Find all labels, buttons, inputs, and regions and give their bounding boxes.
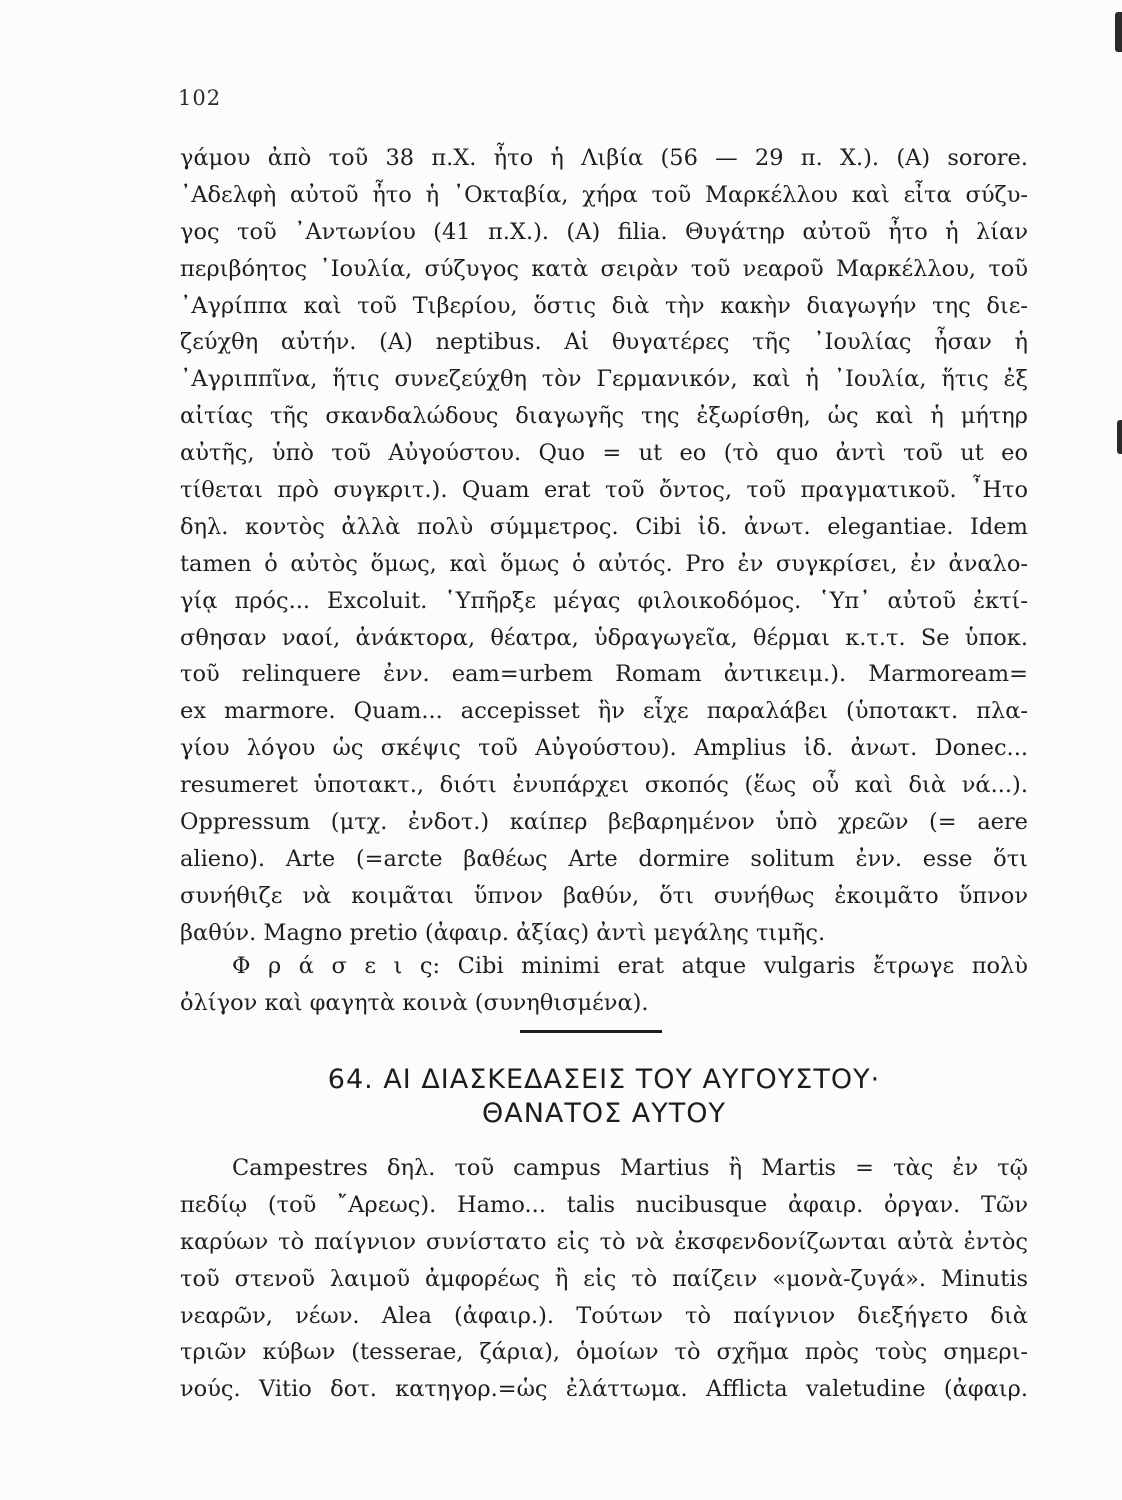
text-line: πεδίῳ (τοῦ ῎Αρεως). Hamo... talis nucibusque ἀφαιρ. ὀργαν. Τῶν: [180, 1191, 1028, 1218]
text-line: resumeret ὑποτακτ., διότι ἐνυπάρχει σκοπός (ἕως οὗ καὶ διὰ νά...).: [180, 772, 1028, 799]
text-line: γίᾳ πρός... Excoluit. ῾Υπῆρξε μέγας φιλοικοδόμος. ῾Υπ᾿ αὐτοῦ ἐκτί-: [180, 587, 1028, 614]
text-line: τριῶν κύβων (tesserae, ζάρια), ὁμοίων τὸ σχῆμα πρὸς τοὺς σημερι-: [180, 1339, 1028, 1366]
text-line: σθησαν ναοί, ἀνάκτορα, θέατρα, ὑδραγωγεῖα, θέρμαι κ.τ.τ. Se ὑποκ.: [180, 624, 1028, 651]
text-line: τοῦ relinquere ἐνν. eam=urbem Romam ἀντικειμ.). Marmoream=: [180, 661, 1028, 688]
text-line: γίου λόγου ὡς σκέψις τοῦ Αὐγούστου). Amplius ἰδ. ἀνωτ. Donec...: [180, 735, 1028, 762]
page-edge-mark: [1115, 12, 1122, 52]
text-line: καρύων τὸ παίγνιον συνίστατο εἰς τὸ νὰ ἐκσφενδονίζωνται αὐτὰ ἐντὸς: [180, 1228, 1028, 1255]
text-line: γος τοῦ ᾿Αντωνίου (41 π.Χ.). (A) filia. Θυγάτηρ αὐτοῦ ἦτο ἡ λίαν: [180, 218, 1028, 245]
text-line: alieno). Arte (=arcte βαθέως Arte dormire solitum ἐνν. esse ὅτι: [180, 845, 1028, 872]
section-divider: [520, 1030, 662, 1033]
text-line: νούς. Vitio δοτ. κατηγορ.=ὡς ἐλάττωμα. Afflicta valetudine (ἀφαιρ.: [180, 1376, 1028, 1403]
section-text: [180, 1150, 1028, 1408]
commentary-text: [180, 140, 1028, 952]
phrases-paragraph: [180, 948, 1028, 1022]
text-line: Oppressum (μτχ. ἐνδοτ.) καίπερ βεβαρημένον ὑπὸ χρεῶν (= aere: [180, 809, 1028, 836]
text-line: ᾿Αγρίππα καὶ τοῦ Τιβερίου, ὅστις διὰ τὴν κακὴν διαγωγήν της διε-: [180, 292, 1028, 319]
text-line: ζεύχθη αὐτήν. (A) neptibus. Αἱ θυγατέρες τῆς ᾿Ιουλίας ἦσαν ἡ: [180, 329, 1028, 356]
text-line: τοῦ στενοῦ λαιμοῦ ἀμφορέως ἢ εἰς τὸ παίζειν «μονὰ-ζυγά». Minutis: [180, 1265, 1028, 1292]
page-edge-mark: [1117, 420, 1122, 454]
text-line: αὐτῆς, ὑπὸ τοῦ Αὐγούστου. Quo = ut eo (τὸ quo ἀντὶ τοῦ ut eo: [180, 440, 1028, 467]
section-subheading: ΘΑΝΑΤΟΣ ΑΥΤΟΥ: [482, 1098, 726, 1129]
text-line: ᾿Αγριππῖνα, ἥτις συνεζεύχθη τὸν Γερμανικόν, καὶ ἡ ᾿Ιουλία, ἥτις ἐξ: [180, 366, 1028, 393]
text-line: Campestres δηλ. τοῦ campus Martius ἢ Martis = τὰς ἐν τῷ: [232, 1155, 1028, 1181]
phrases-line: Φ ρ ά σ ε ι ς: Cibi minimi erat atque vulgaris ἔτρωγε πολὺ: [232, 953, 1028, 979]
text-line: περιβόητος ᾿Ιουλία, σύζυγος κατὰ σειρὰν τοῦ νεαροῦ Μαρκέλλου, τοῦ: [180, 255, 1028, 282]
text-line: γάμου ἀπὸ τοῦ 38 π.Χ. ἦτο ἡ Λιβία (56 — 29 π. Χ.). (A) sorore.: [180, 145, 1028, 171]
text-line: τίθεται πρὸ συγκριτ.). Quam erat τοῦ ὄντος, τοῦ πραγματικοῦ. ῏Ητο: [180, 477, 1028, 504]
page-number: 102: [178, 86, 222, 110]
section-heading: 64. ΑΙ ΔΙΑΣΚΕΔΑΣΕΙΣ ΤΟΥ ΑΥΓΟΥΣΤΟΥ·: [327, 1064, 881, 1095]
phrases-line: ὀλίγον καὶ φαγητὰ κοινὰ (συνηθισμένα).: [180, 989, 649, 1016]
text-line: tamen ὁ αὐτὸς ὅμως, καὶ ὅμως ὁ αὐτός. Pro ἐν συγκρίσει, ἐν ἀναλο-: [180, 550, 1028, 577]
text-line: ᾿Αδελφὴ αὐτοῦ ἦτο ἡ ᾿Οκταβία, χήρα τοῦ Μαρκέλλου καὶ εἶτα σύζυ-: [180, 181, 1028, 208]
text-line: δηλ. κοντὸς ἀλλὰ πολὺ σύμμετρος. Cibi ἰδ. ἀνωτ. elegantiae. Idem: [180, 513, 1028, 540]
text-line: νεαρῶν, νέων. Alea (ἀφαιρ.). Τούτων τὸ παίγνιον διεξήγετο διὰ: [180, 1302, 1028, 1329]
text-line: συνήθιζε νὰ κοιμᾶται ὕπνον βαθύν, ὅτι συνήθως ἐκοιμᾶτο ὕπνον: [180, 882, 1028, 909]
text-line: βαθύν. Magno pretio (ἀφαιρ. ἀξίας) ἀντὶ μεγάλης τιμῆς.: [180, 919, 826, 946]
text-line: αἰτίας τῆς σκανδαλώδους διαγωγῆς της ἐξωρίσθη, ὡς καὶ ἡ μήτηρ: [180, 403, 1028, 430]
text-line: ex marmore. Quam... accepisset ἣν εἶχε παραλάβει (ὑποτακτ. πλα-: [180, 698, 1028, 725]
